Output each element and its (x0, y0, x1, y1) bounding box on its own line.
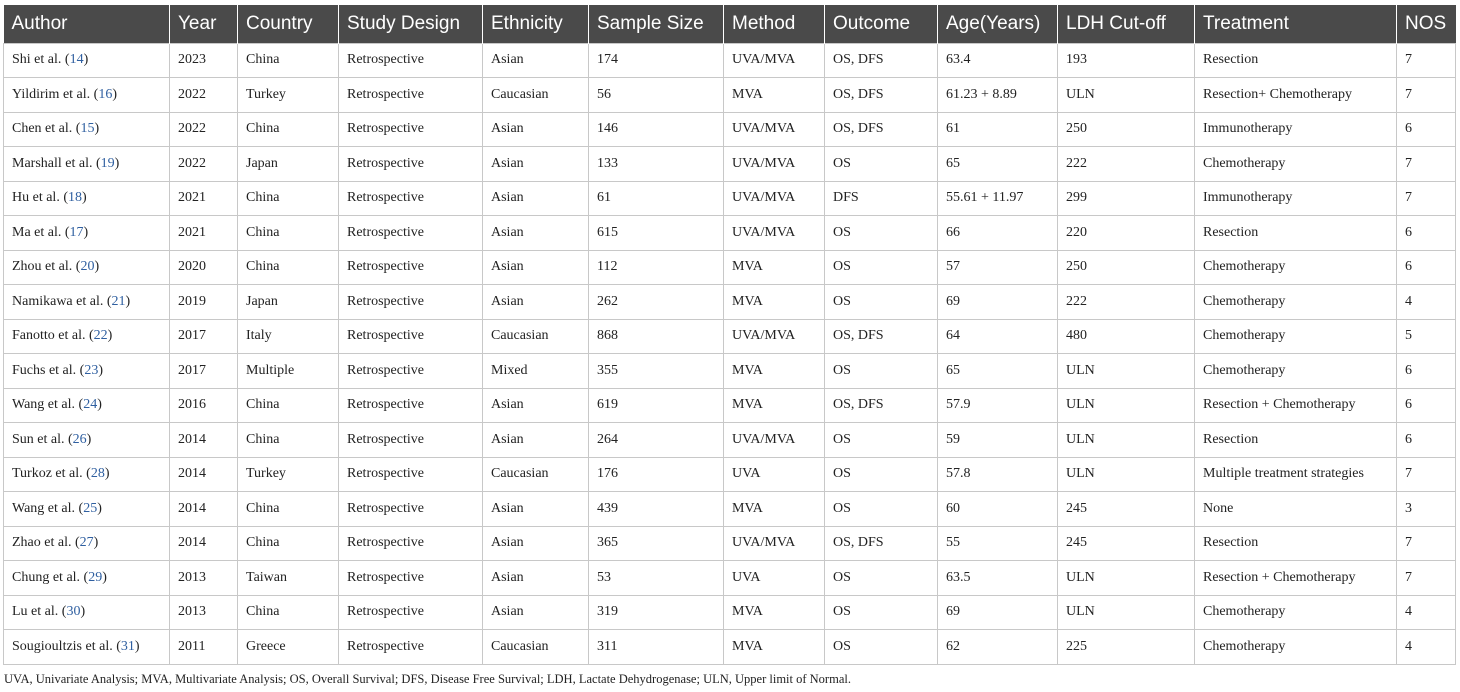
cell-sample-size: 365 (589, 526, 724, 561)
cell-study-design: Retrospective (339, 526, 483, 561)
cell-method: UVA/MVA (724, 319, 825, 354)
cell-ldh-cutoff: ULN (1058, 78, 1195, 113)
cell-age: 57.9 (938, 388, 1058, 423)
reference-link[interactable]: 30 (66, 604, 81, 620)
cell-treatment: Immunotherapy (1195, 181, 1397, 216)
table-row (4, 43, 1456, 78)
cell-country: China (238, 43, 339, 78)
author-name: Chung et al. (12, 569, 81, 585)
table-row (4, 285, 1456, 320)
cell-nos: 6 (1397, 112, 1456, 147)
reference-link[interactable]: 24 (83, 397, 98, 413)
cell-treatment: Chemotherapy (1195, 595, 1397, 630)
cell-treatment: Chemotherapy (1195, 354, 1397, 389)
cell-outcome: OS (825, 561, 938, 596)
cell-age: 57.8 (938, 457, 1058, 492)
cell-age: 69 (938, 595, 1058, 630)
cell-ethnicity: Asian (483, 595, 589, 630)
cell-country: Italy (238, 319, 339, 354)
cell-ethnicity: Asian (483, 423, 589, 458)
cell-study-design: Retrospective (339, 388, 483, 423)
cell-country: China (238, 181, 339, 216)
cell-study-design: Retrospective (339, 43, 483, 78)
cell-treatment: Chemotherapy (1195, 630, 1397, 665)
reference-link[interactable]: 27 (79, 535, 94, 551)
cell-ethnicity: Asian (483, 526, 589, 561)
cell-study-design: Retrospective (339, 250, 483, 285)
cell-country: China (238, 112, 339, 147)
cell-age: 65 (938, 147, 1058, 182)
cell-year: 2023 (170, 43, 238, 78)
cell-nos: 7 (1397, 457, 1456, 492)
cell-author: Wang et al. (25) (4, 492, 170, 527)
cell-method: UVA/MVA (724, 216, 825, 251)
cell-ldh-cutoff: 222 (1058, 285, 1195, 320)
cell-country: China (238, 492, 339, 527)
cell-year: 2014 (170, 492, 238, 527)
cell-treatment: Chemotherapy (1195, 250, 1397, 285)
cell-method: UVA/MVA (724, 147, 825, 182)
cell-ethnicity: Caucasian (483, 319, 589, 354)
table-row (4, 216, 1456, 251)
cell-year: 2022 (170, 78, 238, 113)
header-ldh-cutoff: LDH Cut-off (1058, 5, 1195, 43)
header-method: Method (724, 5, 825, 43)
cell-ldh-cutoff: ULN (1058, 457, 1195, 492)
table-row (4, 354, 1456, 389)
cell-method: UVA/MVA (724, 423, 825, 458)
reference-link[interactable]: 14 (69, 52, 84, 68)
cell-country: China (238, 595, 339, 630)
cell-country: Turkey (238, 457, 339, 492)
cell-method: MVA (724, 595, 825, 630)
cell-ldh-cutoff: ULN (1058, 423, 1195, 458)
cell-year: 2013 (170, 561, 238, 596)
reference-link[interactable]: 29 (88, 569, 103, 585)
author-name: Fanotto et al. (12, 328, 86, 344)
table-row (4, 526, 1456, 561)
cell-author: Shi et al. (14) (4, 43, 170, 78)
header-country: Country (238, 5, 339, 43)
cell-treatment: Chemotherapy (1195, 285, 1397, 320)
cell-treatment: Resection (1195, 216, 1397, 251)
cell-treatment: Resection (1195, 423, 1397, 458)
cell-ethnicity: Asian (483, 250, 589, 285)
cell-ldh-cutoff: 225 (1058, 630, 1195, 665)
cell-author: Chung et al. (29) (4, 561, 170, 596)
cell-sample-size: 868 (589, 319, 724, 354)
cell-ethnicity: Asian (483, 112, 589, 147)
reference-link[interactable]: 18 (68, 190, 82, 206)
cell-age: 63.4 (938, 43, 1058, 78)
cell-study-design: Retrospective (339, 354, 483, 389)
cell-ldh-cutoff: 480 (1058, 319, 1195, 354)
reference-link[interactable]: 20 (80, 259, 95, 275)
cell-age: 66 (938, 216, 1058, 251)
cell-method: MVA (724, 388, 825, 423)
reference-link[interactable]: 17 (69, 224, 84, 240)
cell-method: UVA (724, 561, 825, 596)
cell-country: China (238, 216, 339, 251)
cell-treatment: Resection + Chemotherapy (1195, 388, 1397, 423)
cell-age: 69 (938, 285, 1058, 320)
cell-author: Sun et al. (26) (4, 423, 170, 458)
cell-treatment: Resection (1195, 43, 1397, 78)
cell-outcome: OS (825, 423, 938, 458)
cell-study-design: Retrospective (339, 216, 483, 251)
reference-link[interactable]: 28 (90, 466, 105, 482)
table-row (4, 147, 1456, 182)
cell-author: Lu et al. (30) (4, 595, 170, 630)
table-row (4, 181, 1456, 216)
cell-sample-size: 262 (589, 285, 724, 320)
cell-country: Turkey (238, 78, 339, 113)
cell-outcome: DFS (825, 181, 938, 216)
author-name: Turkoz et al. (12, 466, 83, 482)
cell-sample-size: 53 (589, 561, 724, 596)
cell-country: Japan (238, 285, 339, 320)
cell-year: 2022 (170, 112, 238, 147)
cell-nos: 4 (1397, 595, 1456, 630)
header-study-design: Study Design (339, 5, 483, 43)
cell-author: Hu et al. (18) (4, 181, 170, 216)
cell-ethnicity: Asian (483, 492, 589, 527)
cell-nos: 7 (1397, 181, 1456, 216)
table-row (4, 250, 1456, 285)
cell-age: 64 (938, 319, 1058, 354)
cell-outcome: OS (825, 216, 938, 251)
author-name: Zhou et al. (12, 259, 73, 275)
cell-country: China (238, 526, 339, 561)
cell-outcome: OS, DFS (825, 526, 938, 561)
cell-age: 57 (938, 250, 1058, 285)
cell-sample-size: 174 (589, 43, 724, 78)
cell-author: Zhou et al. (20) (4, 250, 170, 285)
cell-study-design: Retrospective (339, 112, 483, 147)
cell-ethnicity: Asian (483, 285, 589, 320)
cell-outcome: OS (825, 285, 938, 320)
cell-author: Yildirim et al. (16) (4, 78, 170, 113)
cell-nos: 6 (1397, 388, 1456, 423)
cell-year: 2021 (170, 181, 238, 216)
cell-year: 2017 (170, 319, 238, 354)
cell-age: 60 (938, 492, 1058, 527)
table-header-row (4, 5, 1456, 43)
cell-study-design: Retrospective (339, 492, 483, 527)
cell-ldh-cutoff: ULN (1058, 388, 1195, 423)
cell-method: MVA (724, 630, 825, 665)
cell-method: MVA (724, 492, 825, 527)
cell-year: 2017 (170, 354, 238, 389)
cell-year: 2020 (170, 250, 238, 285)
cell-age: 61 (938, 112, 1058, 147)
cell-sample-size: 319 (589, 595, 724, 630)
cell-outcome: OS, DFS (825, 112, 938, 147)
author-name: Chen et al. (12, 121, 73, 137)
cell-author: Wang et al. (24) (4, 388, 170, 423)
cell-year: 2016 (170, 388, 238, 423)
cell-ldh-cutoff: ULN (1058, 354, 1195, 389)
cell-method: MVA (724, 78, 825, 113)
header-ethnicity: Ethnicity (483, 5, 589, 43)
cell-nos: 7 (1397, 526, 1456, 561)
reference-link[interactable]: 23 (84, 362, 99, 378)
cell-ethnicity: Caucasian (483, 630, 589, 665)
author-name: Marshall et al. (12, 155, 93, 171)
cell-age: 59 (938, 423, 1058, 458)
cell-country: Multiple (238, 354, 339, 389)
cell-study-design: Retrospective (339, 147, 483, 182)
cell-sample-size: 176 (589, 457, 724, 492)
cell-treatment: Chemotherapy (1195, 147, 1397, 182)
header-treatment: Treatment (1195, 5, 1397, 43)
cell-author: Namikawa et al. (21) (4, 285, 170, 320)
cell-ldh-cutoff: 193 (1058, 43, 1195, 78)
cell-year: 2022 (170, 147, 238, 182)
cell-year: 2014 (170, 526, 238, 561)
table-row (4, 457, 1456, 492)
cell-age: 62 (938, 630, 1058, 665)
author-name: Wang et al. (12, 397, 76, 413)
cell-country: China (238, 388, 339, 423)
cell-study-design: Retrospective (339, 561, 483, 596)
cell-nos: 4 (1397, 285, 1456, 320)
table-row (4, 630, 1456, 665)
cell-country: China (238, 250, 339, 285)
cell-author: Ma et al. (17) (4, 216, 170, 251)
cell-ldh-cutoff: ULN (1058, 595, 1195, 630)
cell-study-design: Retrospective (339, 181, 483, 216)
reference-link[interactable]: 31 (120, 638, 135, 654)
study-characteristics-table-container (3, 5, 1455, 665)
cell-treatment: Chemotherapy (1195, 319, 1397, 354)
header-age: Age(Years) (938, 5, 1058, 43)
reference-link[interactable]: 26 (72, 431, 87, 447)
table-row (4, 78, 1456, 113)
cell-method: UVA/MVA (724, 112, 825, 147)
cell-treatment: Resection + Chemotherapy (1195, 561, 1397, 596)
cell-outcome: OS, DFS (825, 43, 938, 78)
cell-ethnicity: Asian (483, 216, 589, 251)
cell-author: Fanotto et al. (22) (4, 319, 170, 354)
cell-ldh-cutoff: 250 (1058, 250, 1195, 285)
cell-age: 65 (938, 354, 1058, 389)
cell-ldh-cutoff: 245 (1058, 492, 1195, 527)
cell-sample-size: 619 (589, 388, 724, 423)
cell-year: 2014 (170, 457, 238, 492)
cell-sample-size: 264 (589, 423, 724, 458)
table-row (4, 112, 1456, 147)
cell-outcome: OS (825, 630, 938, 665)
cell-country: Greece (238, 630, 339, 665)
cell-country: China (238, 423, 339, 458)
cell-sample-size: 133 (589, 147, 724, 182)
cell-year: 2011 (170, 630, 238, 665)
cell-outcome: OS (825, 354, 938, 389)
cell-country: Taiwan (238, 561, 339, 596)
cell-ldh-cutoff: 245 (1058, 526, 1195, 561)
cell-nos: 6 (1397, 423, 1456, 458)
cell-ldh-cutoff: 222 (1058, 147, 1195, 182)
cell-ethnicity: Asian (483, 43, 589, 78)
author-name: Shi et al. (12, 52, 62, 68)
reference-link[interactable]: 19 (100, 155, 115, 171)
cell-treatment: Resection (1195, 526, 1397, 561)
cell-sample-size: 439 (589, 492, 724, 527)
cell-ethnicity: Asian (483, 147, 589, 182)
author-name: Zhao et al. (12, 535, 72, 551)
cell-nos: 6 (1397, 250, 1456, 285)
cell-nos: 7 (1397, 147, 1456, 182)
author-name: Hu et al. (12, 190, 60, 206)
author-name: Lu et al. (12, 604, 59, 620)
cell-sample-size: 311 (589, 630, 724, 665)
cell-sample-size: 355 (589, 354, 724, 389)
author-name: Fuchs et al. (12, 362, 77, 378)
cell-method: MVA (724, 285, 825, 320)
cell-author: Chen et al. (15) (4, 112, 170, 147)
study-characteristics-table (3, 5, 1456, 665)
cell-year: 2019 (170, 285, 238, 320)
cell-sample-size: 615 (589, 216, 724, 251)
cell-year: 2021 (170, 216, 238, 251)
cell-ethnicity: Asian (483, 561, 589, 596)
table-body (4, 43, 1456, 664)
reference-link[interactable]: 15 (80, 121, 95, 137)
author-name: Namikawa et al. (12, 293, 104, 309)
cell-nos: 6 (1397, 216, 1456, 251)
cell-nos: 3 (1397, 492, 1456, 527)
cell-ldh-cutoff: 220 (1058, 216, 1195, 251)
cell-ethnicity: Mixed (483, 354, 589, 389)
cell-treatment: None (1195, 492, 1397, 527)
cell-age: 55.61 + 11.97 (938, 181, 1058, 216)
reference-link[interactable]: 22 (93, 328, 108, 344)
author-name: Sun et al. (12, 431, 65, 447)
cell-method: MVA (724, 354, 825, 389)
cell-method: MVA (724, 250, 825, 285)
cell-method: UVA/MVA (724, 181, 825, 216)
cell-nos: 4 (1397, 630, 1456, 665)
cell-outcome: OS, DFS (825, 388, 938, 423)
cell-nos: 5 (1397, 319, 1456, 354)
cell-outcome: OS (825, 457, 938, 492)
cell-nos: 7 (1397, 561, 1456, 596)
table-row (4, 595, 1456, 630)
cell-method: UVA/MVA (724, 43, 825, 78)
header-outcome: Outcome (825, 5, 938, 43)
cell-nos: 7 (1397, 43, 1456, 78)
cell-ethnicity: Asian (483, 181, 589, 216)
cell-ethnicity: Asian (483, 388, 589, 423)
cell-nos: 7 (1397, 78, 1456, 113)
cell-sample-size: 61 (589, 181, 724, 216)
cell-ethnicity: Caucasian (483, 78, 589, 113)
header-year: Year (170, 5, 238, 43)
reference-link[interactable]: 16 (98, 86, 113, 102)
table-row (4, 561, 1456, 596)
cell-study-design: Retrospective (339, 319, 483, 354)
cell-method: UVA/MVA (724, 526, 825, 561)
cell-method: UVA (724, 457, 825, 492)
cell-author: Turkoz et al. (28) (4, 457, 170, 492)
author-name: Wang et al. (12, 500, 76, 516)
cell-year: 2013 (170, 595, 238, 630)
cell-outcome: OS (825, 492, 938, 527)
cell-treatment: Resection+ Chemotherapy (1195, 78, 1397, 113)
cell-outcome: OS, DFS (825, 78, 938, 113)
cell-sample-size: 112 (589, 250, 724, 285)
cell-country: Japan (238, 147, 339, 182)
cell-author: Sougioultzis et al. (31) (4, 630, 170, 665)
table-row (4, 492, 1456, 527)
cell-treatment: Multiple treatment strategies (1195, 457, 1397, 492)
cell-study-design: Retrospective (339, 423, 483, 458)
cell-author: Marshall et al. (19) (4, 147, 170, 182)
cell-ldh-cutoff: 250 (1058, 112, 1195, 147)
cell-outcome: OS (825, 595, 938, 630)
cell-nos: 6 (1397, 354, 1456, 389)
cell-ldh-cutoff: ULN (1058, 561, 1195, 596)
header-sample-size: Sample Size (589, 5, 724, 43)
cell-sample-size: 56 (589, 78, 724, 113)
table-row (4, 319, 1456, 354)
cell-year: 2014 (170, 423, 238, 458)
table-footnote: UVA, Univariate Analysis; MVA, Multivariate Analysis; OS, Overall Survival; DFS, Disease Free Survival; LDH, Lactate Dehydrogenase; ULN, Upper limit of Normal. (4, 672, 851, 686)
cell-age: 55 (938, 526, 1058, 561)
header-nos: NOS (1405, 12, 1447, 34)
cell-author: Fuchs et al. (23) (4, 354, 170, 389)
reference-link[interactable]: 25 (83, 500, 98, 516)
cell-outcome: OS (825, 147, 938, 182)
cell-sample-size: 146 (589, 112, 724, 147)
table-row (4, 388, 1456, 423)
table-row (4, 423, 1456, 458)
cell-author: Zhao et al. (27) (4, 526, 170, 561)
cell-study-design: Retrospective (339, 630, 483, 665)
cell-study-design: Retrospective (339, 285, 483, 320)
cell-ldh-cutoff: 299 (1058, 181, 1195, 216)
cell-study-design: Retrospective (339, 78, 483, 113)
cell-study-design: Retrospective (339, 595, 483, 630)
cell-age: 61.23 + 8.89 (938, 78, 1058, 113)
author-name: Yildirim et al. (12, 86, 91, 102)
reference-link[interactable]: 21 (111, 293, 126, 309)
header-author: Author (4, 5, 170, 43)
author-name: Ma et al. (12, 224, 62, 240)
cell-outcome: OS (825, 250, 938, 285)
author-name: Sougioultzis et al. (12, 638, 113, 654)
cell-age: 63.5 (938, 561, 1058, 596)
cell-ethnicity: Caucasian (483, 457, 589, 492)
cell-outcome: OS, DFS (825, 319, 938, 354)
cell-treatment: Immunotherapy (1195, 112, 1397, 147)
cell-study-design: Retrospective (339, 457, 483, 492)
